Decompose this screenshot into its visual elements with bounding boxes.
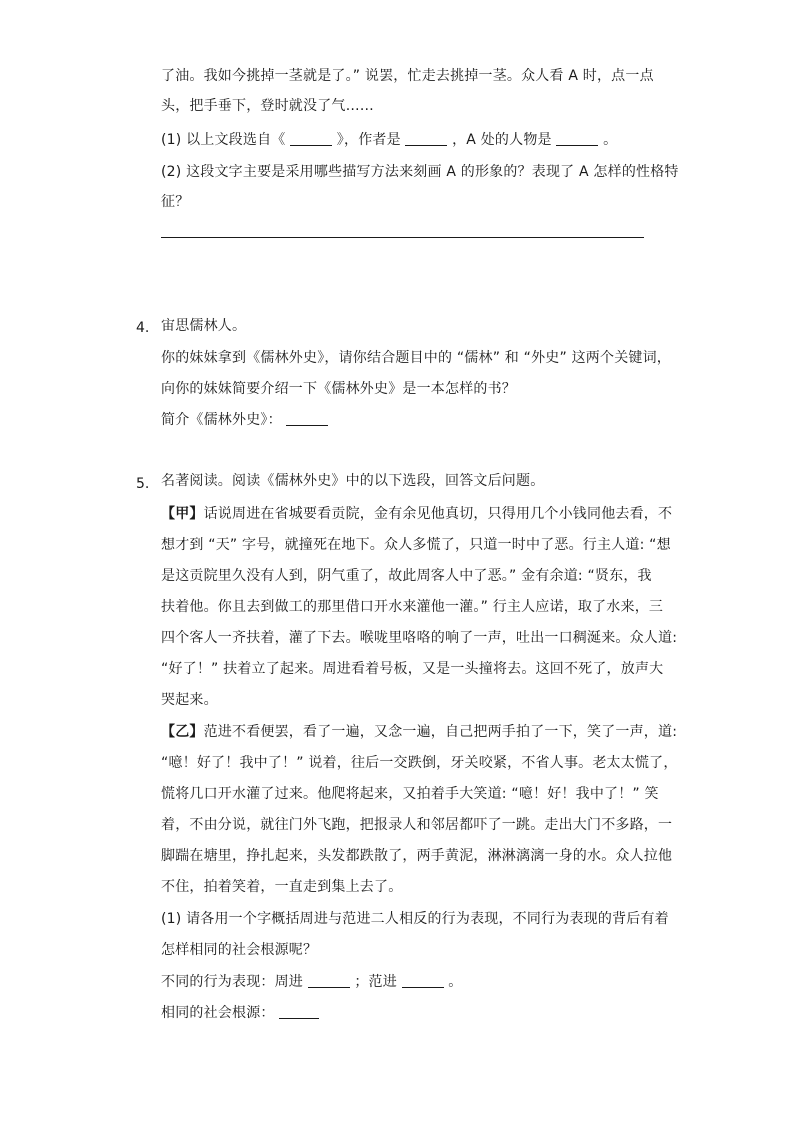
fanjin-behavior-blank[interactable] xyxy=(402,973,444,988)
q5-yi-line: 不住，拍着笑着，一直走到集上去了。 xyxy=(161,879,403,895)
q3-sub1-mid1: 》，作者是 xyxy=(336,132,401,148)
q4-title: 宙思儒林人。 xyxy=(161,318,247,334)
q5-jia-line: 四个客人一齐扶着，灌了下去。喉咙里咯咯的响了一声，吐出一口稠涎来。众人道: xyxy=(161,630,678,646)
yi-mark: 【乙】 xyxy=(161,724,204,740)
q5-behavior xyxy=(161,972,462,992)
q4-number: 4. xyxy=(136,320,150,336)
q5-jia-line: 是这贡院里久没有人到，阴气重了，故此周客人中了恶。” 金有余道: “贤东，我 xyxy=(161,568,652,584)
q5-root xyxy=(161,1003,319,1023)
q3-passage-line: 头，把手垂下，登时就没了气…… xyxy=(161,98,374,114)
q3-answer-line[interactable] xyxy=(161,237,644,238)
q3-sub1-prefix: (1) 以上文段选自《 xyxy=(161,132,286,148)
q4-answer-label: 简介《儒林外史》： xyxy=(161,412,282,428)
zhoujin-behavior-blank[interactable] xyxy=(308,973,350,988)
q3-sub1 xyxy=(161,130,617,150)
jia-text: 话说周进在省城要看贡院，金有余见他真切，只得用几个小钱同他去看，不 xyxy=(203,506,673,522)
q3-sub2-line: (2) 这段文字主要是采用哪些描写方法来刻画 A 的形象的？表现了 A 怎样的性格特 xyxy=(161,164,679,180)
q3-sub1-mid2: ，A 处的人物是 xyxy=(452,132,552,148)
q5-title: 名著阅读。阅读《儒林外史》中的以下选段，回答文后问题。 xyxy=(161,473,545,489)
q4-prompt-line: 向你的妹妹简要介绍一下《儒林外史》是一本怎样的书？ xyxy=(161,381,516,397)
q5-yi-line: 脚踹在塘里，挣扎起来，头发都跌散了，两手黄泥，淋淋漓漓一身的水。众人拉他 xyxy=(161,848,673,864)
q3-book-blank[interactable] xyxy=(290,131,332,146)
q5-jia-line: 扶着他。你且去到做工的那里借口开水来灌他一灌。” 行主人应诺，取了水来，三 xyxy=(161,599,664,615)
behavior-end: 。 xyxy=(448,974,463,990)
yi-text: 范进不看便罢，看了一遍，又念一遍，自己把两手拍了一下，笑了一声，道: xyxy=(203,724,678,740)
q5-jia-line: 想才到 “天” 字号，就撞死在地下。众人多慌了，只道一时中了恶。行主人道: “想 xyxy=(161,537,671,553)
q4-answer-blank[interactable] xyxy=(286,411,328,426)
q5-sub1-line: 怎样相同的社会根源呢？ xyxy=(161,942,318,958)
behavior-prefix: 不同的行为表现：周进 xyxy=(161,974,303,990)
q3-passage-line: 了油。我如今挑掉一茎就是了。” 说罢，忙走去挑掉一茎。众人看 A 时，点一点 xyxy=(161,68,654,84)
q3-character-blank[interactable] xyxy=(556,131,598,146)
q5-jia-line: “好了！” 扶着立了起来。周进看着号板，又是一头撞将去。这回不死了，放声大 xyxy=(161,661,664,677)
q3-author-blank[interactable] xyxy=(405,131,447,146)
q4-answer xyxy=(161,410,328,430)
q5-yi-line: 着，不由分说，就往门外飞跑，把报录人和邻居都吓了一跳。走出大门不多路，一 xyxy=(161,817,673,833)
q5-yi-line xyxy=(161,722,677,742)
q4-prompt-line: 你的妹妹拿到《儒林外史》，请你结合题目中的 “儒林” 和 “外史” 这两个关键词， xyxy=(161,350,672,366)
q5-number: 5. xyxy=(136,476,150,492)
q5-yi-line: 慌将几口开水灌了过来。他爬将起来，又拍着手大笑道: “噫！好！我中了！” 笑 xyxy=(161,786,659,802)
q3-sub1-end: 。 xyxy=(603,132,618,148)
behavior-mid: ；范进 xyxy=(354,974,397,990)
q5-jia-line: 哭起来。 xyxy=(161,692,218,708)
q3-sub2-line: 征？ xyxy=(161,194,190,210)
q5-yi-line: “噫！好了！我中了！” 说着，往后一交跌倒，牙关咬紧，不省人事。老太太慌了， xyxy=(161,755,678,771)
q5-sub1-line: (1) 请各用一个字概括周进与范进二人相反的行为表现，不同行为表现的背后有着 xyxy=(161,911,669,927)
social-root-blank[interactable] xyxy=(279,1004,319,1019)
q5-jia-line xyxy=(161,504,672,524)
root-label: 相同的社会根源： xyxy=(161,1005,275,1021)
jia-mark: 【甲】 xyxy=(161,506,204,522)
